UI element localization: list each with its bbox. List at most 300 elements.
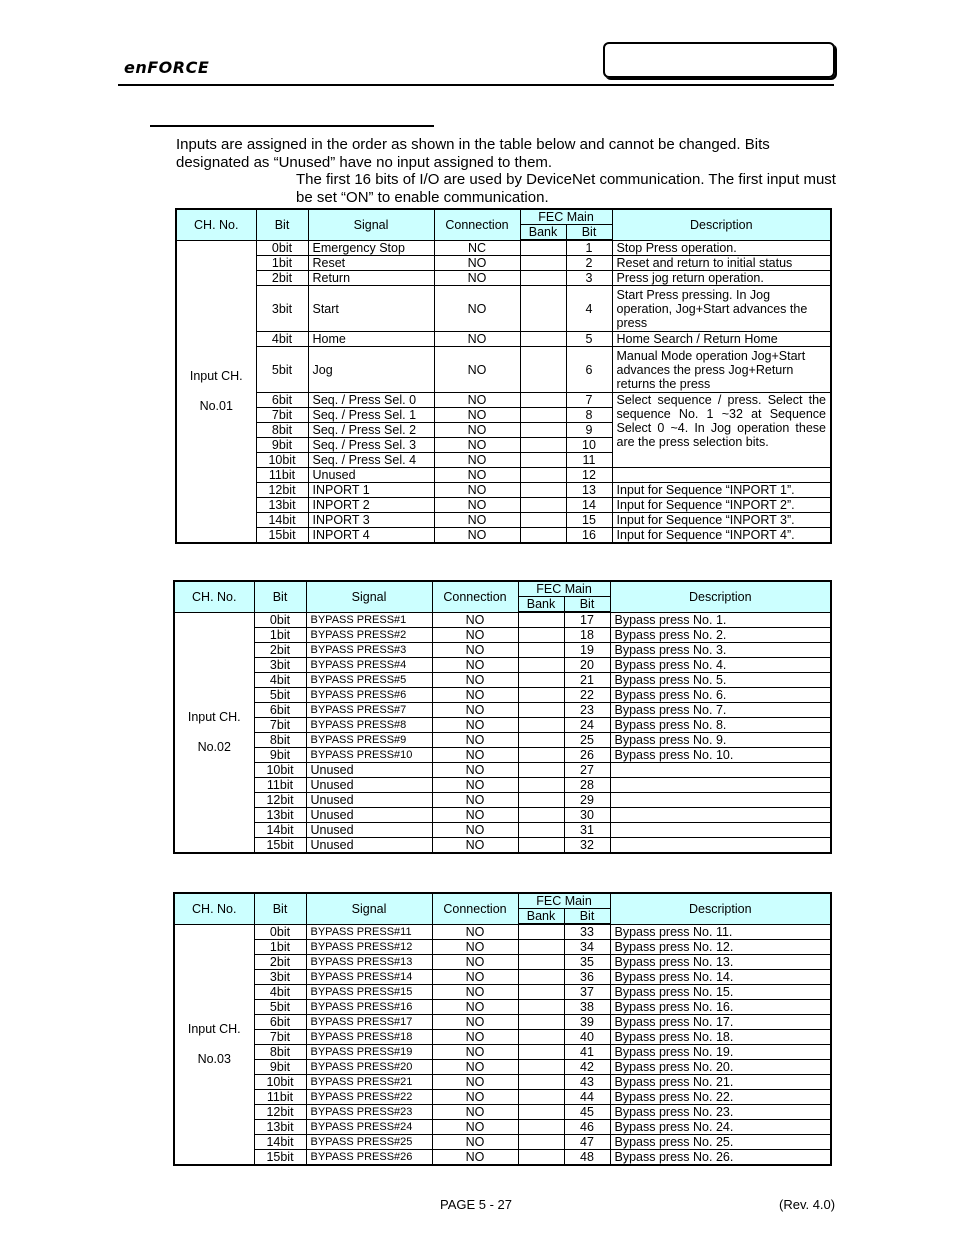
fec-bit-cell: 42 — [564, 1060, 610, 1075]
connection-cell: NO — [432, 1060, 518, 1075]
fec-bit-cell: 41 — [564, 1045, 610, 1060]
bit-cell: 5bit — [254, 1000, 306, 1015]
fec-bit-cell: 32 — [564, 838, 610, 854]
signal-cell: BYPASS PRESS#11 — [306, 924, 432, 940]
table-row — [174, 748, 831, 763]
description-cell: Bypass press No. 23. — [610, 1105, 831, 1120]
signal-cell: BYPASS PRESS#5 — [306, 673, 432, 688]
bit-cell: 6bit — [254, 703, 306, 718]
bit-cell: 2bit — [256, 271, 308, 286]
connection-cell: NO — [432, 628, 518, 643]
bit-cell: 11bit — [254, 1090, 306, 1105]
table-row — [174, 703, 831, 718]
connection-cell: NO — [432, 643, 518, 658]
table-row — [174, 1090, 831, 1105]
signal-cell: INPORT 2 — [308, 498, 434, 513]
section-heading-rule — [150, 125, 434, 127]
connection-cell: NO — [432, 748, 518, 763]
fec-bit-cell: 37 — [564, 985, 610, 1000]
bit-cell: 7bit — [256, 408, 308, 423]
col-bit: Bit — [256, 209, 308, 240]
table-row — [174, 612, 831, 628]
col-bank: Bank — [518, 909, 564, 925]
signal-cell: Seq. / Press Sel. 1 — [308, 408, 434, 423]
description-cell: Bypass press No. 19. — [610, 1045, 831, 1060]
col-connection: Connection — [432, 893, 518, 924]
fec-bit-cell: 3 — [566, 271, 612, 286]
table-row — [176, 498, 831, 513]
fec-bit-cell: 4 — [566, 286, 612, 332]
bank-cell — [518, 808, 564, 823]
fec-bit-cell: 5 — [566, 332, 612, 347]
fec-bit-cell: 46 — [564, 1120, 610, 1135]
bank-cell — [518, 1045, 564, 1060]
fec-bit-cell: 28 — [564, 778, 610, 793]
connection-cell: NO — [434, 528, 520, 544]
table-row — [176, 332, 831, 347]
intro-line-2 — [176, 171, 836, 206]
intro-line-1: Inputs are assigned in the order as shown in the table below and cannot be changed. Bits designated as “Unused” have no input assigned to them. — [176, 136, 770, 171]
bit-cell: 4bit — [254, 985, 306, 1000]
signal-cell: Unused — [306, 763, 432, 778]
fec-bit-cell: 8 — [566, 408, 612, 423]
bank-cell — [518, 612, 564, 628]
signal-cell: BYPASS PRESS#10 — [306, 748, 432, 763]
bank-cell — [518, 628, 564, 643]
col-signal: Signal — [306, 581, 432, 612]
bank-cell — [518, 763, 564, 778]
connection-cell: NO — [432, 1135, 518, 1150]
signal-cell: Reset — [308, 256, 434, 271]
fec-bit-cell: 31 — [564, 823, 610, 838]
bank-cell — [520, 408, 566, 423]
bank-cell — [518, 1105, 564, 1120]
connection-cell: NO — [432, 1045, 518, 1060]
bit-cell: 3bit — [254, 658, 306, 673]
table-row — [174, 1105, 831, 1120]
table-row — [176, 528, 831, 544]
bit-cell: 13bit — [256, 498, 308, 513]
connection-cell: NO — [432, 1090, 518, 1105]
connection-cell: NO — [434, 332, 520, 347]
bank-cell — [520, 528, 566, 544]
description-cell: Bypass press No. 20. — [610, 1060, 831, 1075]
bit-cell: 7bit — [254, 1030, 306, 1045]
table-row — [174, 1120, 831, 1135]
connection-cell: NO — [432, 658, 518, 673]
fec-bit-cell: 27 — [564, 763, 610, 778]
bank-cell — [518, 955, 564, 970]
fec-bit-cell: 16 — [566, 528, 612, 544]
bit-cell: 12bit — [254, 793, 306, 808]
description-cell: Bypass press No. 6. — [610, 688, 831, 703]
table-row — [174, 673, 831, 688]
table-row — [174, 763, 831, 778]
bit-cell: 10bit — [254, 763, 306, 778]
connection-cell: NO — [432, 1015, 518, 1030]
bit-cell: 14bit — [254, 1135, 306, 1150]
bank-cell — [518, 970, 564, 985]
connection-cell: NO — [432, 1120, 518, 1135]
signal-cell: BYPASS PRESS#21 — [306, 1075, 432, 1090]
description-cell: Input for Sequence “INPORT 4”. — [612, 528, 831, 544]
io-table-ch02 — [173, 580, 832, 854]
description-cell: Press jog return operation. — [612, 271, 831, 286]
bank-cell — [518, 673, 564, 688]
bank-cell — [518, 1060, 564, 1075]
bank-cell — [518, 1120, 564, 1135]
col-bank: Bank — [518, 597, 564, 613]
signal-cell: Seq. / Press Sel. 4 — [308, 453, 434, 468]
col-fec-main: FEC Main — [520, 209, 612, 225]
bank-cell — [520, 286, 566, 332]
fec-bit-cell: 11 — [566, 453, 612, 468]
fec-bit-cell: 15 — [566, 513, 612, 528]
bank-cell — [520, 483, 566, 498]
signal-cell: Unused — [306, 823, 432, 838]
col-ch-no: CH. No. — [174, 581, 254, 612]
channel-number: No.01 — [199, 399, 233, 414]
signal-cell: Jog — [308, 347, 434, 393]
description-cell: Bypass press No. 11. — [610, 924, 831, 940]
bank-cell — [520, 498, 566, 513]
bit-cell: 15bit — [256, 528, 308, 544]
connection-cell: NO — [434, 513, 520, 528]
bank-cell — [518, 1150, 564, 1166]
bank-cell — [518, 748, 564, 763]
description-cell — [610, 763, 831, 778]
col-fec-main: FEC Main — [518, 581, 610, 597]
signal-cell: BYPASS PRESS#13 — [306, 955, 432, 970]
table-row — [176, 468, 831, 483]
intro-text — [176, 136, 836, 206]
signal-cell: Unused — [308, 468, 434, 483]
signal-cell: BYPASS PRESS#17 — [306, 1015, 432, 1030]
signal-cell: BYPASS PRESS#2 — [306, 628, 432, 643]
col-bank: Bank — [520, 225, 566, 241]
connection-cell: NO — [432, 985, 518, 1000]
fec-bit-cell: 39 — [564, 1015, 610, 1030]
table-row — [174, 1075, 831, 1090]
connection-cell: NO — [434, 468, 520, 483]
connection-cell: NO — [432, 1000, 518, 1015]
fec-bit-cell: 23 — [564, 703, 610, 718]
signal-cell: BYPASS PRESS#15 — [306, 985, 432, 1000]
description-cell: Bypass press No. 14. — [610, 970, 831, 985]
fec-bit-cell: 1 — [566, 240, 612, 256]
signal-cell: BYPASS PRESS#4 — [306, 658, 432, 673]
signal-cell: Return — [308, 271, 434, 286]
description-cell: Bypass press No. 22. — [610, 1090, 831, 1105]
bank-cell — [518, 658, 564, 673]
signal-cell: BYPASS PRESS#1 — [306, 612, 432, 628]
table-row — [174, 838, 831, 854]
connection-cell: NO — [432, 778, 518, 793]
channel-label: Input CH. — [189, 369, 243, 384]
fec-bit-cell: 48 — [564, 1150, 610, 1166]
table-row — [174, 1135, 831, 1150]
bank-cell — [518, 838, 564, 854]
bank-cell — [518, 703, 564, 718]
bit-cell: 7bit — [254, 718, 306, 733]
table-row — [176, 513, 831, 528]
header-rule — [118, 84, 834, 86]
description-cell: Bypass press No. 8. — [610, 718, 831, 733]
connection-cell: NO — [432, 1030, 518, 1045]
bank-cell — [518, 924, 564, 940]
col-ch-no: CH. No. — [174, 893, 254, 924]
fec-bit-cell: 14 — [566, 498, 612, 513]
bank-cell — [518, 643, 564, 658]
bit-cell: 1bit — [254, 940, 306, 955]
bit-cell: 0bit — [254, 924, 306, 940]
bit-cell: 15bit — [254, 838, 306, 854]
description-cell: Bypass press No. 9. — [610, 733, 831, 748]
description-cell — [612, 468, 831, 483]
connection-cell: NO — [432, 823, 518, 838]
bank-cell — [520, 438, 566, 453]
table-row — [174, 823, 831, 838]
bit-cell: 1bit — [256, 256, 308, 271]
fec-bit-cell: 47 — [564, 1135, 610, 1150]
table-row — [174, 643, 831, 658]
table-row — [176, 347, 831, 393]
connection-cell: NO — [434, 347, 520, 393]
table-row — [174, 808, 831, 823]
fec-bit-cell: 30 — [564, 808, 610, 823]
io-table-ch01 — [175, 208, 832, 544]
col-description: Description — [612, 209, 831, 240]
table-row — [174, 688, 831, 703]
col-description: Description — [610, 893, 831, 924]
signal-cell: Unused — [306, 778, 432, 793]
channel-label: Input CH. — [187, 710, 241, 725]
channel-cell — [176, 240, 256, 543]
table-row — [174, 955, 831, 970]
connection-cell: NO — [432, 1105, 518, 1120]
connection-cell: NO — [432, 838, 518, 854]
description-cell: Bypass press No. 26. — [610, 1150, 831, 1166]
description-cell: Bypass press No. 10. — [610, 748, 831, 763]
bit-cell: 11bit — [256, 468, 308, 483]
bit-cell: 6bit — [254, 1015, 306, 1030]
connection-cell: NO — [432, 688, 518, 703]
connection-cell: NO — [434, 483, 520, 498]
description-cell: Select sequence / press. Select the sequence No. 1 ~32 at Sequence Select 0 ~4. In Jog operation these are the press selection bits. — [612, 393, 831, 468]
fec-bit-cell: 13 — [566, 483, 612, 498]
bank-cell — [518, 718, 564, 733]
table-row — [174, 1030, 831, 1045]
connection-cell: NO — [434, 256, 520, 271]
description-cell: Bypass press No. 4. — [610, 658, 831, 673]
bit-cell: 4bit — [256, 332, 308, 347]
connection-cell: NC — [434, 240, 520, 256]
bit-cell: 9bit — [254, 1060, 306, 1075]
enforce-logo: enFORCE — [124, 58, 210, 77]
fec-bit-cell: 6 — [566, 347, 612, 393]
connection-cell: NO — [434, 453, 520, 468]
description-cell: Bypass press No. 12. — [610, 940, 831, 955]
description-cell: Start Press pressing. In Jog operation, Jog+Start advances the press — [612, 286, 831, 332]
fec-bit-cell: 26 — [564, 748, 610, 763]
fec-bit-cell: 43 — [564, 1075, 610, 1090]
col-fec-bit: Bit — [564, 597, 610, 613]
table-row — [174, 1015, 831, 1030]
channel-label: Input CH. — [187, 1022, 241, 1037]
description-cell: Bypass press No. 1. — [610, 612, 831, 628]
table-row — [176, 271, 831, 286]
signal-cell: BYPASS PRESS#7 — [306, 703, 432, 718]
bit-cell: 3bit — [254, 970, 306, 985]
table-row — [176, 256, 831, 271]
bank-cell — [520, 347, 566, 393]
col-ch-no: CH. No. — [176, 209, 256, 240]
fec-bit-cell: 34 — [564, 940, 610, 955]
connection-cell: NO — [434, 438, 520, 453]
description-cell: Bypass press No. 25. — [610, 1135, 831, 1150]
signal-cell: BYPASS PRESS#20 — [306, 1060, 432, 1075]
fec-bit-cell: 2 — [566, 256, 612, 271]
bank-cell — [518, 1090, 564, 1105]
fec-bit-cell: 44 — [564, 1090, 610, 1105]
table-row — [174, 778, 831, 793]
bank-cell — [518, 1135, 564, 1150]
table-row — [174, 940, 831, 955]
signal-cell: BYPASS PRESS#23 — [306, 1105, 432, 1120]
signal-cell: BYPASS PRESS#9 — [306, 733, 432, 748]
col-connection: Connection — [432, 581, 518, 612]
bit-cell: 13bit — [254, 1120, 306, 1135]
connection-cell: NO — [434, 423, 520, 438]
signal-cell: BYPASS PRESS#25 — [306, 1135, 432, 1150]
bit-cell: 14bit — [256, 513, 308, 528]
bit-cell: 5bit — [256, 347, 308, 393]
description-cell: Bypass press No. 13. — [610, 955, 831, 970]
col-bit: Bit — [254, 581, 306, 612]
connection-cell: NO — [432, 1150, 518, 1166]
description-cell — [610, 823, 831, 838]
bit-cell: 9bit — [254, 748, 306, 763]
channel-cell — [174, 924, 254, 1165]
bank-cell — [520, 513, 566, 528]
col-connection: Connection — [434, 209, 520, 240]
table-row — [174, 1150, 831, 1166]
col-fec-bit: Bit — [566, 225, 612, 241]
description-cell: Bypass press No. 15. — [610, 985, 831, 1000]
bit-cell: 9bit — [256, 438, 308, 453]
table-row — [174, 793, 831, 808]
description-cell: Bypass press No. 24. — [610, 1120, 831, 1135]
fec-bit-cell: 12 — [566, 468, 612, 483]
connection-cell: NO — [432, 793, 518, 808]
bank-cell — [518, 1000, 564, 1015]
table-row — [174, 924, 831, 940]
fec-bit-cell: 25 — [564, 733, 610, 748]
signal-cell: BYPASS PRESS#19 — [306, 1045, 432, 1060]
connection-cell: NO — [434, 271, 520, 286]
bank-cell — [518, 985, 564, 1000]
table-row — [174, 718, 831, 733]
signal-cell: Seq. / Press Sel. 3 — [308, 438, 434, 453]
description-cell: Bypass press No. 18. — [610, 1030, 831, 1045]
fec-bit-cell: 22 — [564, 688, 610, 703]
description-cell: Reset and return to initial status — [612, 256, 831, 271]
fec-bit-cell: 24 — [564, 718, 610, 733]
table-row — [174, 658, 831, 673]
connection-cell: NO — [432, 733, 518, 748]
table-row — [174, 733, 831, 748]
description-cell — [610, 793, 831, 808]
bit-cell: 14bit — [254, 823, 306, 838]
connection-cell: NO — [434, 393, 520, 408]
bank-cell — [518, 1075, 564, 1090]
signal-cell: Seq. / Press Sel. 0 — [308, 393, 434, 408]
header-title-box — [603, 42, 835, 78]
bank-cell — [520, 423, 566, 438]
col-description: Description — [610, 581, 831, 612]
description-cell: Bypass press No. 17. — [610, 1015, 831, 1030]
signal-cell: Unused — [306, 808, 432, 823]
connection-cell: NO — [432, 924, 518, 940]
fec-bit-cell: 17 — [564, 612, 610, 628]
bit-cell: 0bit — [254, 612, 306, 628]
signal-cell: INPORT 1 — [308, 483, 434, 498]
signal-cell: Start — [308, 286, 434, 332]
connection-cell: NO — [432, 808, 518, 823]
bit-cell: 12bit — [254, 1105, 306, 1120]
bank-cell — [520, 453, 566, 468]
connection-cell: NO — [432, 955, 518, 970]
signal-cell: BYPASS PRESS#3 — [306, 643, 432, 658]
connection-cell: NO — [432, 612, 518, 628]
bit-cell: 10bit — [254, 1075, 306, 1090]
description-cell: Input for Sequence “INPORT 1”. — [612, 483, 831, 498]
signal-cell: INPORT 3 — [308, 513, 434, 528]
col-signal: Signal — [308, 209, 434, 240]
fec-bit-cell: 40 — [564, 1030, 610, 1045]
fec-bit-cell: 20 — [564, 658, 610, 673]
signal-cell: BYPASS PRESS#8 — [306, 718, 432, 733]
signal-cell: BYPASS PRESS#16 — [306, 1000, 432, 1015]
table-row — [176, 483, 831, 498]
description-cell: Bypass press No. 7. — [610, 703, 831, 718]
fec-bit-cell: 38 — [564, 1000, 610, 1015]
fec-bit-cell: 35 — [564, 955, 610, 970]
description-cell — [610, 808, 831, 823]
table-row — [176, 393, 831, 408]
connection-cell: NO — [432, 940, 518, 955]
bank-cell — [520, 393, 566, 408]
bank-cell — [518, 940, 564, 955]
signal-cell: BYPASS PRESS#24 — [306, 1120, 432, 1135]
bit-cell: 10bit — [256, 453, 308, 468]
description-cell: Input for Sequence “INPORT 3”. — [612, 513, 831, 528]
io-table-ch03 — [173, 892, 832, 1166]
description-cell: Bypass press No. 5. — [610, 673, 831, 688]
bit-cell: 5bit — [254, 688, 306, 703]
connection-cell: NO — [434, 498, 520, 513]
fec-bit-cell: 7 — [566, 393, 612, 408]
bank-cell — [518, 778, 564, 793]
fec-bit-cell: 29 — [564, 793, 610, 808]
bank-cell — [518, 733, 564, 748]
table-row — [174, 1000, 831, 1015]
col-signal: Signal — [306, 893, 432, 924]
bit-cell: 2bit — [254, 955, 306, 970]
bit-cell: 3bit — [256, 286, 308, 332]
bank-cell — [520, 332, 566, 347]
fec-bit-cell: 45 — [564, 1105, 610, 1120]
